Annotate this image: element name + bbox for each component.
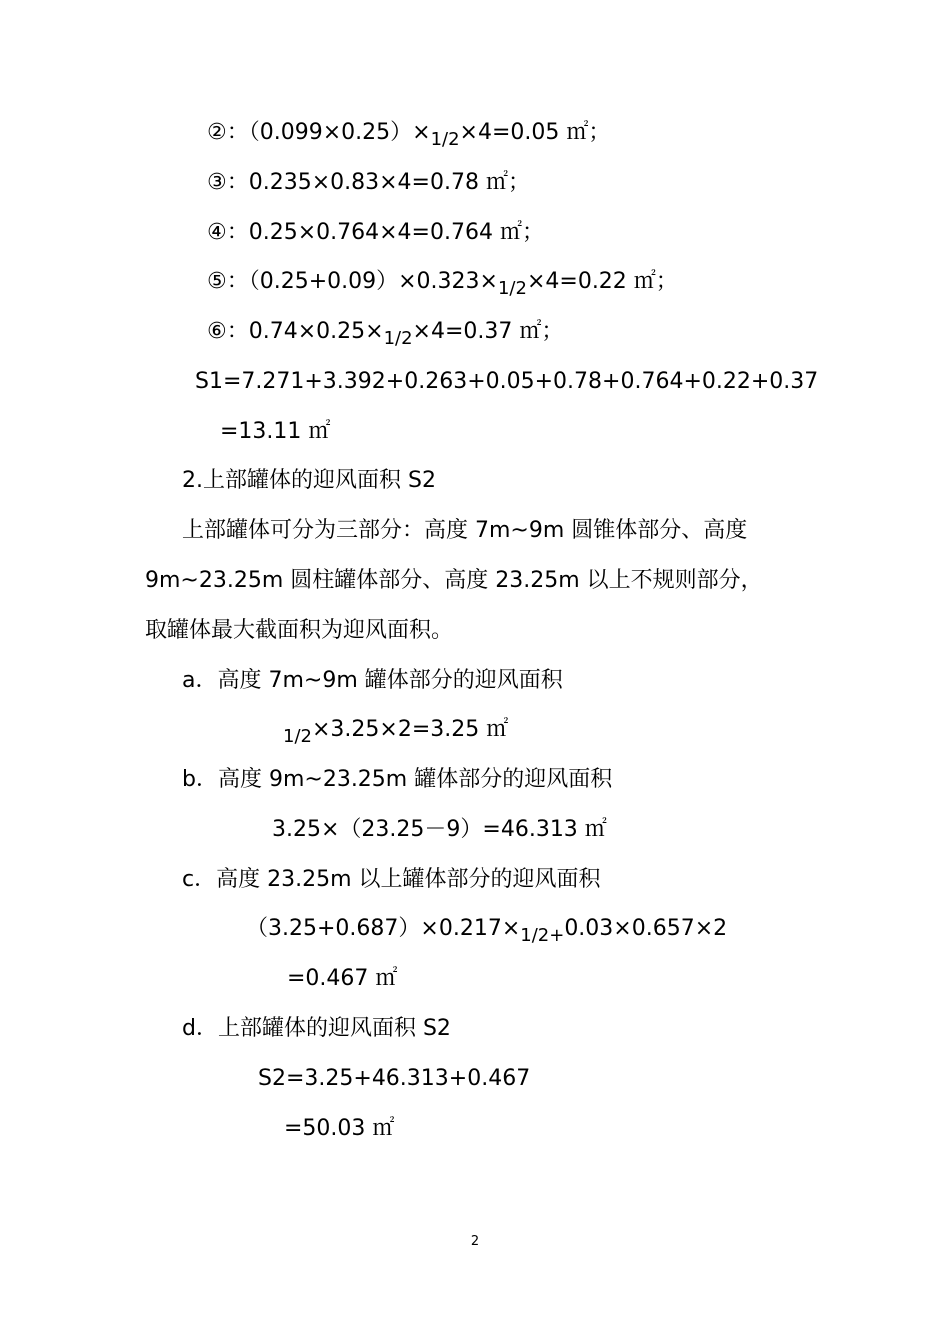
formula-line-6: ⑥：$0.74\times 0.25\times_{1/2}\times 4=0.37$ ㎡； [207, 319, 564, 349]
item-b-heading: b．高度 9m~23.25m 罐体部分的迎风面积 [182, 767, 613, 792]
item-d-heading: d．上部罐体的迎风面积 S2 [182, 1016, 451, 1041]
item-c-heading: c．高度 23.25m 以上罐体部分的迎风面积 [182, 867, 601, 892]
section-heading-s2: 2.上部罐体的迎风面积 S2 [182, 468, 436, 493]
item-b-formula: 3.25×（23.25－9）=46.313 ㎡ [272, 817, 607, 842]
s2-result: =50.03 ㎡ [284, 1116, 395, 1141]
formula-line-5: ⑤：$(0.25+0.09)\times 0.323\times_{1/2}\times 4=0.22$ ㎡； [207, 269, 678, 299]
item-a-heading: a．高度 7m~9m 罐体部分的迎风面积 [182, 668, 563, 693]
s2-sum-formula: S2=3.25+46.313+0.467 [258, 1066, 531, 1091]
page-number: 2 [470, 1234, 480, 1249]
formula-line-4: ④：0.25×0.764×4=0.764 ㎡； [207, 220, 544, 245]
item-c-formula: $(3.25+0.687)\times 0.217\times_{1/2+}0.03\times 0.657\times 2$ [246, 916, 728, 946]
s1-result: =13.11 ㎡ [220, 419, 331, 444]
paragraph-line-3: 取罐体最大截面积为迎风面积。 [145, 618, 454, 643]
item-a-formula: $_{1/2}$×3.25×2=3.25 ㎡ [283, 717, 509, 747]
item-c-result: =0.467 ㎡ [287, 966, 398, 991]
formula-line-3: ③：0.235×0.83×4=0.78 ㎡； [207, 170, 530, 195]
paragraph-line-2: 9m~23.25m 圆柱罐体部分、高度 23.25m 以上不规则部分， [145, 568, 763, 593]
s1-sum-formula: S1=7.271+3.392+0.263+0.05+0.78+0.764+0.22+0.37 [195, 369, 819, 394]
formula-line-2: ②：$(0.099\times 0.25)\times_{1/2}\times 4=0.05$ ㎡； [207, 120, 611, 150]
paragraph-line-1: 上部罐体可分为三部分：高度 7m~9m 圆锥体部分、高度 [182, 518, 748, 543]
